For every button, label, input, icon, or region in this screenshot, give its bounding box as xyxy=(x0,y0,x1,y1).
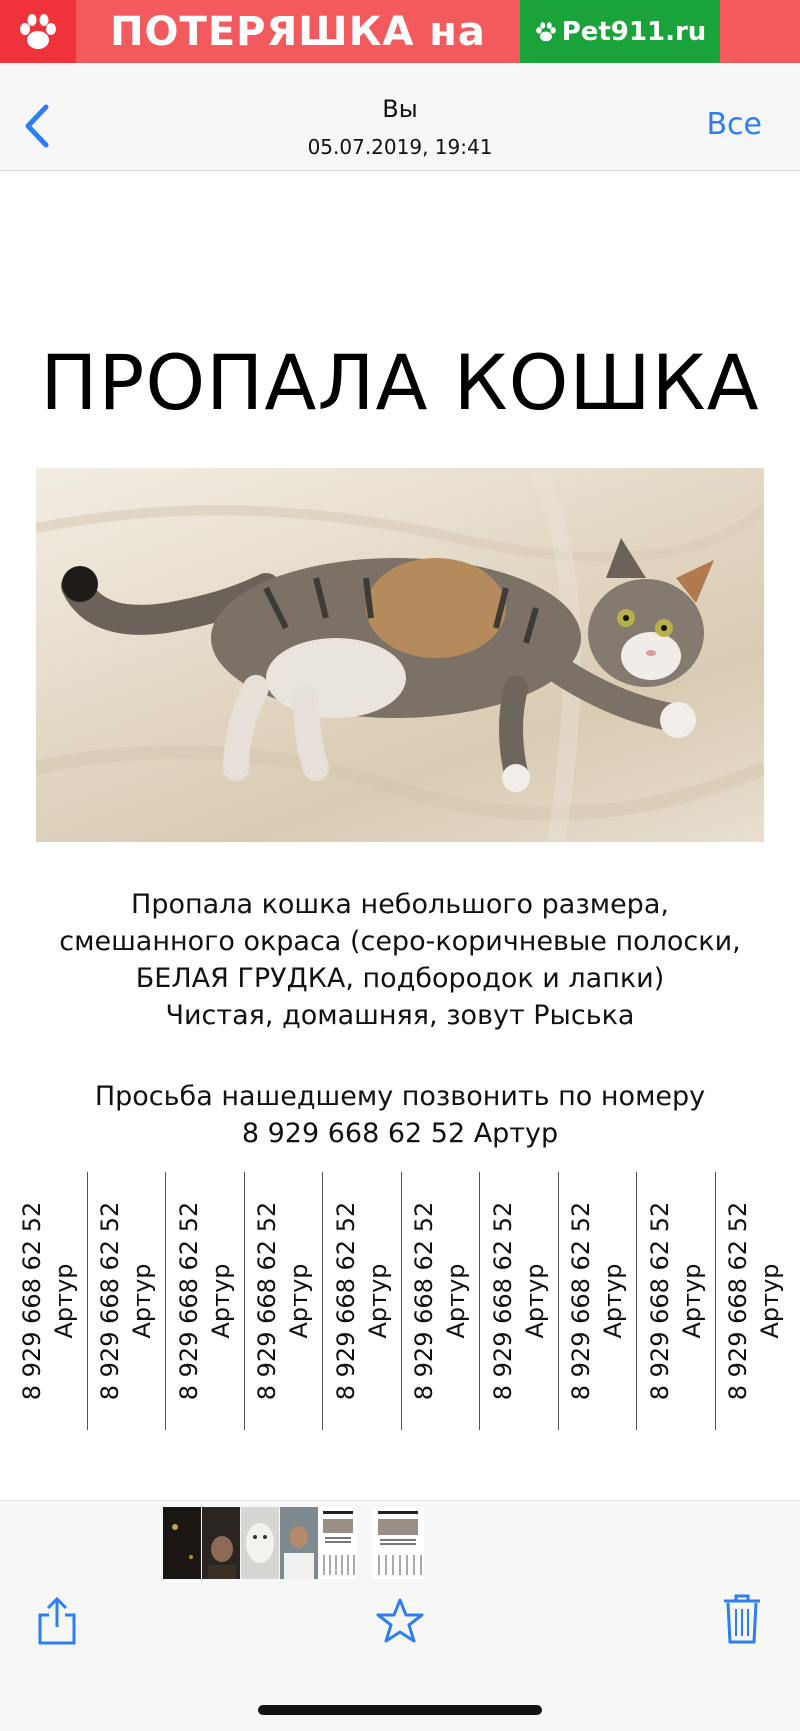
thumbnail-poster-selected[interactable] xyxy=(372,1507,424,1579)
paw-icon xyxy=(534,21,558,43)
description-line: смешанного окраса (серо-коричневые полоски, xyxy=(59,926,741,957)
nav-timestamp: 05.07.2019, 19:41 xyxy=(307,135,493,159)
contact-request xyxy=(0,1078,800,1152)
tear-off-tab xyxy=(87,1172,165,1430)
description-line: Чистая, домашняя, зовут Рыська xyxy=(165,1000,635,1031)
tear-off-tab xyxy=(401,1172,479,1430)
contact-phone: 8 929 668 62 52 Артур xyxy=(241,1118,559,1149)
cat-photo xyxy=(36,468,764,842)
tear-off-tab xyxy=(166,1172,244,1430)
tab-phone: 8 929 668 62 52 xyxy=(332,1201,360,1401)
tab-name: Артур xyxy=(50,1263,78,1339)
tab-phone: 8 929 668 62 52 xyxy=(724,1201,752,1401)
tab-name: Артур xyxy=(442,1263,470,1339)
banner-site-label: Pet911.ru xyxy=(561,16,707,47)
photo-nav-bar xyxy=(0,63,800,171)
thumbnail-strip xyxy=(0,1500,800,1586)
tab-phone: 8 929 668 62 52 xyxy=(96,1201,124,1401)
bottom-toolbar xyxy=(0,1585,800,1731)
banner-right-pad xyxy=(720,0,800,63)
star-icon xyxy=(375,1597,425,1645)
pet911-banner xyxy=(0,0,800,63)
tab-phone: 8 929 668 62 52 xyxy=(18,1201,46,1401)
tab-phone: 8 929 668 62 52 xyxy=(489,1201,517,1401)
tear-off-tab xyxy=(558,1172,636,1430)
banner-site-badge[interactable] xyxy=(520,0,720,63)
tab-name: Артур xyxy=(756,1263,784,1339)
thumbnail-poster[interactable] xyxy=(319,1507,357,1579)
tear-off-tab xyxy=(715,1172,793,1430)
dark-photo-image xyxy=(163,1507,201,1579)
tab-name: Артур xyxy=(128,1263,156,1339)
poster-thumb-image xyxy=(319,1507,357,1579)
description-line: БЕЛАЯ ГРУДКА, подбородок и лапки) xyxy=(135,963,665,994)
banner-title: ПОТЕРЯШКА на xyxy=(76,0,520,63)
tab-name: Артур xyxy=(678,1263,706,1339)
tear-off-tab xyxy=(9,1172,87,1430)
nav-title: Вы xyxy=(382,95,418,123)
tab-phone: 8 929 668 62 52 xyxy=(567,1201,595,1401)
tab-phone: 8 929 668 62 52 xyxy=(410,1201,438,1401)
tab-phone: 8 929 668 62 52 xyxy=(175,1201,203,1401)
tab-name: Артур xyxy=(521,1263,549,1339)
dog-photo-image xyxy=(241,1507,279,1579)
tab-name: Артур xyxy=(364,1263,392,1339)
poster-thumb-image xyxy=(372,1507,424,1579)
thumbnail-portrait-photo[interactable] xyxy=(202,1507,240,1579)
tear-off-tab xyxy=(323,1172,401,1430)
home-indicator[interactable] xyxy=(258,1705,542,1715)
description-line: Пропала кошка небольшого размера, xyxy=(131,889,669,920)
favorite-button[interactable] xyxy=(375,1597,425,1649)
thumbnail-dog-photo[interactable] xyxy=(241,1507,279,1579)
thumbnail-dark-photo[interactable] xyxy=(163,1507,201,1579)
tear-off-tabs xyxy=(0,1172,800,1432)
share-button[interactable] xyxy=(36,1595,78,1651)
paw-logo xyxy=(0,0,76,63)
thumbnail-man-photo[interactable] xyxy=(280,1507,318,1579)
paw-icon xyxy=(16,12,60,52)
tab-phone: 8 929 668 62 52 xyxy=(253,1201,281,1401)
all-photos-button[interactable]: Все xyxy=(706,107,762,142)
portrait-photo-image xyxy=(202,1507,240,1579)
tear-off-tab xyxy=(480,1172,558,1430)
share-icon xyxy=(36,1595,78,1647)
delete-button[interactable] xyxy=(722,1593,762,1649)
man-photo-image xyxy=(280,1507,318,1579)
tear-off-tab xyxy=(244,1172,322,1430)
tab-name: Артур xyxy=(599,1263,627,1339)
tab-name: Артур xyxy=(285,1263,313,1339)
tear-off-tab xyxy=(637,1172,715,1430)
poster-title: ПРОПАЛА КОШКА xyxy=(40,338,760,427)
request-line: Просьба нашедшему позвонить по номеру xyxy=(94,1081,706,1112)
trash-icon xyxy=(722,1593,762,1645)
tab-name: Артур xyxy=(207,1263,235,1339)
poster-description xyxy=(0,886,800,1034)
cat-illustration xyxy=(36,468,764,842)
tab-phone: 8 929 668 62 52 xyxy=(646,1201,674,1401)
